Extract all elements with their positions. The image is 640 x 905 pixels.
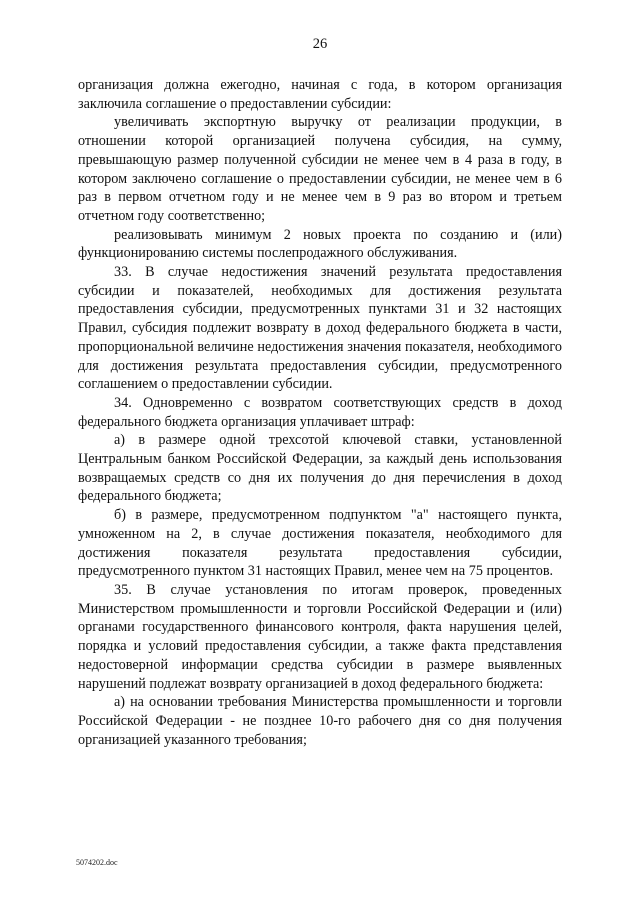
- paragraph-export-revenue: увеличивать экспортную выручку от реализации продукции, в отношении которой организацией получена субсидия, на сумму, превышающую размер полученной субсидии не менее чем в 4 раза в году, в котором заключено соглашение о предоставлении субсидии, не менее чем в 6 раз в первом отчетном году и не менее чем в 9 раз во втором и третьем отчетном году соответственно;: [78, 114, 562, 224]
- footer-filename: 5074202.doc: [76, 858, 118, 867]
- document-body: [78, 76, 562, 749]
- paragraph-clause-34-b: б) в размере, предусмотренном подпунктом "а" настоящего пункта, умноженном на 2, в случае достижения показателя, необходимого для достижения показателя результата предоставления субсидии, предусмотренного пунктом 31 настоящих Правил, менее чем на 75 процентов.: [78, 507, 562, 580]
- paragraph-service-projects: реализовывать минимум 2 новых проекта по созданию и (или) функционированию системы послепродажного обслуживания.: [78, 226, 562, 262]
- paragraph-clause-35: 35. В случае установления по итогам проверок, проведенных Министерством промышленности и торговли Российской Федерации и (или) органами государственного финансового контроля, факта нарушения целей, порядка и условий предоставления субсидии, а также факта представления недостоверной информации средства субсидии в размере выявленных нарушений подлежат возврату организацией в доход федерального бюджета:: [78, 581, 562, 692]
- paragraph-continuation: организация должна ежегодно, начиная с года, в котором организация заключила соглашение о предоставлении субсидии:: [78, 77, 562, 112]
- paragraph-clause-33: 33. В случае недостижения значений результата предоставления субсидии и показателей, необходимых для достижения результата предоставления субсидии, предусмотренных пунктами 31 и 32 настоящих Правил, субсидия подлежит возврату в доход федерального бюджета в части, пропорциональной величине недостижения значения показателя, необходимого для достижения результата предоставления субсидии, предусмотренного соглашением о предоставлении субсидии.: [78, 264, 562, 393]
- paragraph-clause-34-a: а) в размере одной трехсотой ключевой ставки, установленной Центральным банком Российской Федерации, за каждый день использования возвращаемых средств со дня их получения до дня перечисления в доход федерального бюджета;: [78, 432, 562, 505]
- paragraph-clause-34: 34. Одновременно с возвратом соответствующих средств в доход федерального бюджета организация уплачивает штраф:: [78, 394, 562, 430]
- page-number: 26: [312, 36, 328, 52]
- paragraph-clause-35-a: а) на основании требования Министерства промышленности и торговли Российской Федерации - не позднее 10-го рабочего дня со дня получения организацией указанного требования;: [78, 694, 562, 748]
